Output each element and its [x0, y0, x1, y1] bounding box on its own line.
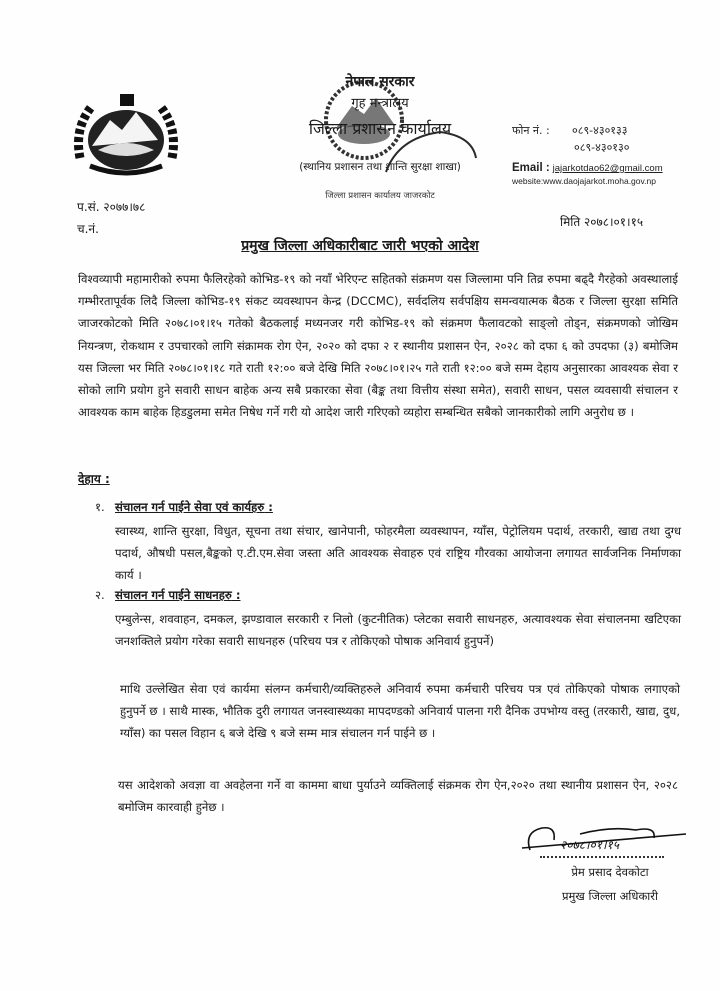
- paragraph-conditions: माथि उल्लेखित सेवा एवं कार्यमा संलग्न कर्मचारी/व्यक्तिहरुले अनिवार्य रुपमा कर्मचारी परिचय पत्र एवं तोकिएको पोषाक लगाएको हुनुपर्ने छ । साथै मास्क, भौतिक दुरी लगायत जनस्वास्थ्यका मापदण्डको अनिवार्य पालना गरी दैनिक उपभोग्य वस्तु (तरकारी, खाद्य, दुध, ग्याँस) का पसल विहान ६ बजे देखि ९ बजे सम्म मात्र संचालन गर्न पाईने छ ।: [120, 682, 681, 741]
- contact-block: [512, 122, 712, 188]
- reference-block: [77, 196, 145, 240]
- email-row: [512, 162, 712, 174]
- paragraph-order: विश्वव्यापी महामारीको रुपमा फैलिरहेको कोभिड-१९ को नयाँ भेरिएन्ट सहितको संक्रमण यस जिल्लामा पनि तिव्र रुपमा बढ्दै गैरहेको अवस्थालाई गम्भीरतापूर्वक लिदै जिल्ला कोभिड-१९ संकट व्यवस्थापन केन्द्र (DCCMC), सर्वदलिय सर्वपक्षिय समन्वयात्मक बैठक र जिल्ला सुरक्षा समिति जाजरकोटको मिति २०७८।०१।१५ गतेको बैठकलाई मध्यनजर गरी कोभिड-१९ को संक्रमण फैलावटको साङ्लो तोड्न, संक्रमणको जोखिम नियन्त्रण, रोकथाम र उपचारको लागि संक्रामक रोग ऐन, २०२० को दफा २ र स्थानीय प्रशासन ऐन, २०२८ को दफा ६ को उपदफा (३) बमोजिम यस जिल्ला भर मिति २०७८।०१।१८ गते राती १२:०० बजे देखि मिति २०७८।०१।२५ गते राती १२:०० बजे सम्म देहाय अनुसारका आवश्यक सेवा र सोको लागि प्रयोग हुने सवारी साधन बाहेक अन्य सबै प्रकारका सेवा (बैङ्क तथा वित्तीय संस्था समेत), सवारी साधन, पसल व्यवसायी संचालन र आवश्यक काम बाहेक हिडडुलमा समेत निषेध गर्ने गरी यो आदेश जारी गरिएको व्यहोरा सम्बन्धित सबैको जानकारीको लागि अनुरोध छ ।: [78, 272, 678, 420]
- ministry-name: गृह मन्त्रालय: [351, 96, 409, 111]
- handwritten-date: २०७८।०१।१५: [560, 838, 620, 852]
- letter-number: प.सं. २०७७।७८: [77, 200, 146, 214]
- annex-label: देहाय :: [78, 472, 110, 486]
- email-link[interactable]: jajarkotdao62@gmail.com: [552, 163, 663, 174]
- branch-name: (स्थानिय प्रशासन तथा शान्ति सुरक्षा शाखा): [299, 161, 461, 173]
- office-stamp-icon: [380, 128, 480, 174]
- signature-line: [540, 856, 664, 858]
- item-number: २.: [95, 588, 105, 602]
- item-heading: संचालन गर्न पाईने सेवा एवं कार्यहरु :: [115, 496, 273, 518]
- dispatch-number: च.नं.: [77, 222, 99, 236]
- letter-date: मिति २०७८।०१।१५: [560, 215, 644, 229]
- signer-block: [540, 860, 680, 908]
- nepal-emblem-icon: [70, 88, 182, 180]
- item-text: स्वास्थ्य, शान्ति सुरक्षा, विधुत, सूचना तथा संचार, खानेपानी, फोहरमैला व्यवस्थापन, ग्याँस, पेट्रोलियम पदार्थ, तरकारी, खाद्य तथा दुग्ध पदार्थ, औषधी पसल,बैङ्कको ए.टी.एम.सेवा जस्ता अति आवश्यक सेवाहरु एवं राष्ट्रिय गौरवका आयोजना लगायत सार्वजनिक निर्माणका कार्य ।: [115, 524, 681, 583]
- email-label: Email :: [512, 162, 550, 174]
- office-name: जिल्ला प्रशासन कार्यालय: [308, 119, 452, 138]
- stamp-text: जिल्ला प्रशासन कार्यालय जाजरकोट: [325, 191, 435, 201]
- website-link[interactable]: website:www.daojajarkot.moha.gov.np: [512, 176, 656, 186]
- item-text: एम्बुलेन्स, शववाहन, दमकल, झण्डावाल सरकारी र निलो (कुटनीतिक) प्लेटका सवारी साधनहरु, अत्यावश्यक सेवा संचालनमा खटिएका जनशक्तिले प्रयोग गरेका सवारी साधनहरु (परिचय पत्र र तोकिएको पोषाक अनिवार्य हुनुपर्ने): [115, 612, 681, 649]
- phone-number-2: ०८९-४३०१३०: [574, 141, 630, 154]
- paragraph-penalty: [78, 774, 678, 818]
- title-text: प्रमुख जिल्ला अधिकारीबाट जारी भएको आदेश: [241, 238, 479, 254]
- signer-designation: प्रमुख जिल्ला अधिकारी: [562, 889, 658, 903]
- penalty-text: यस आदेशको अवज्ञा वा अवहेलना गर्ने वा काममा बाधा पुर्याउने व्यक्तिलाई संक्रमक रोग ऐन,२०२० तथा स्थानीय प्रशासन ऐन, २०२८ बमोजिम कारवाही हुनेछ ।: [118, 778, 678, 815]
- item-number: १.: [95, 500, 105, 514]
- phone-label: फोन नं. :: [512, 124, 550, 137]
- government-name: नेपाल सरकार: [345, 74, 415, 90]
- document-title: [0, 236, 720, 255]
- phone-number-1: ०८९-४३०१३३: [572, 124, 628, 137]
- item-heading: संचालन गर्न पाईने साधनहरु :: [115, 584, 240, 606]
- signer-name: प्रेम प्रसाद देवकोटा: [571, 865, 649, 879]
